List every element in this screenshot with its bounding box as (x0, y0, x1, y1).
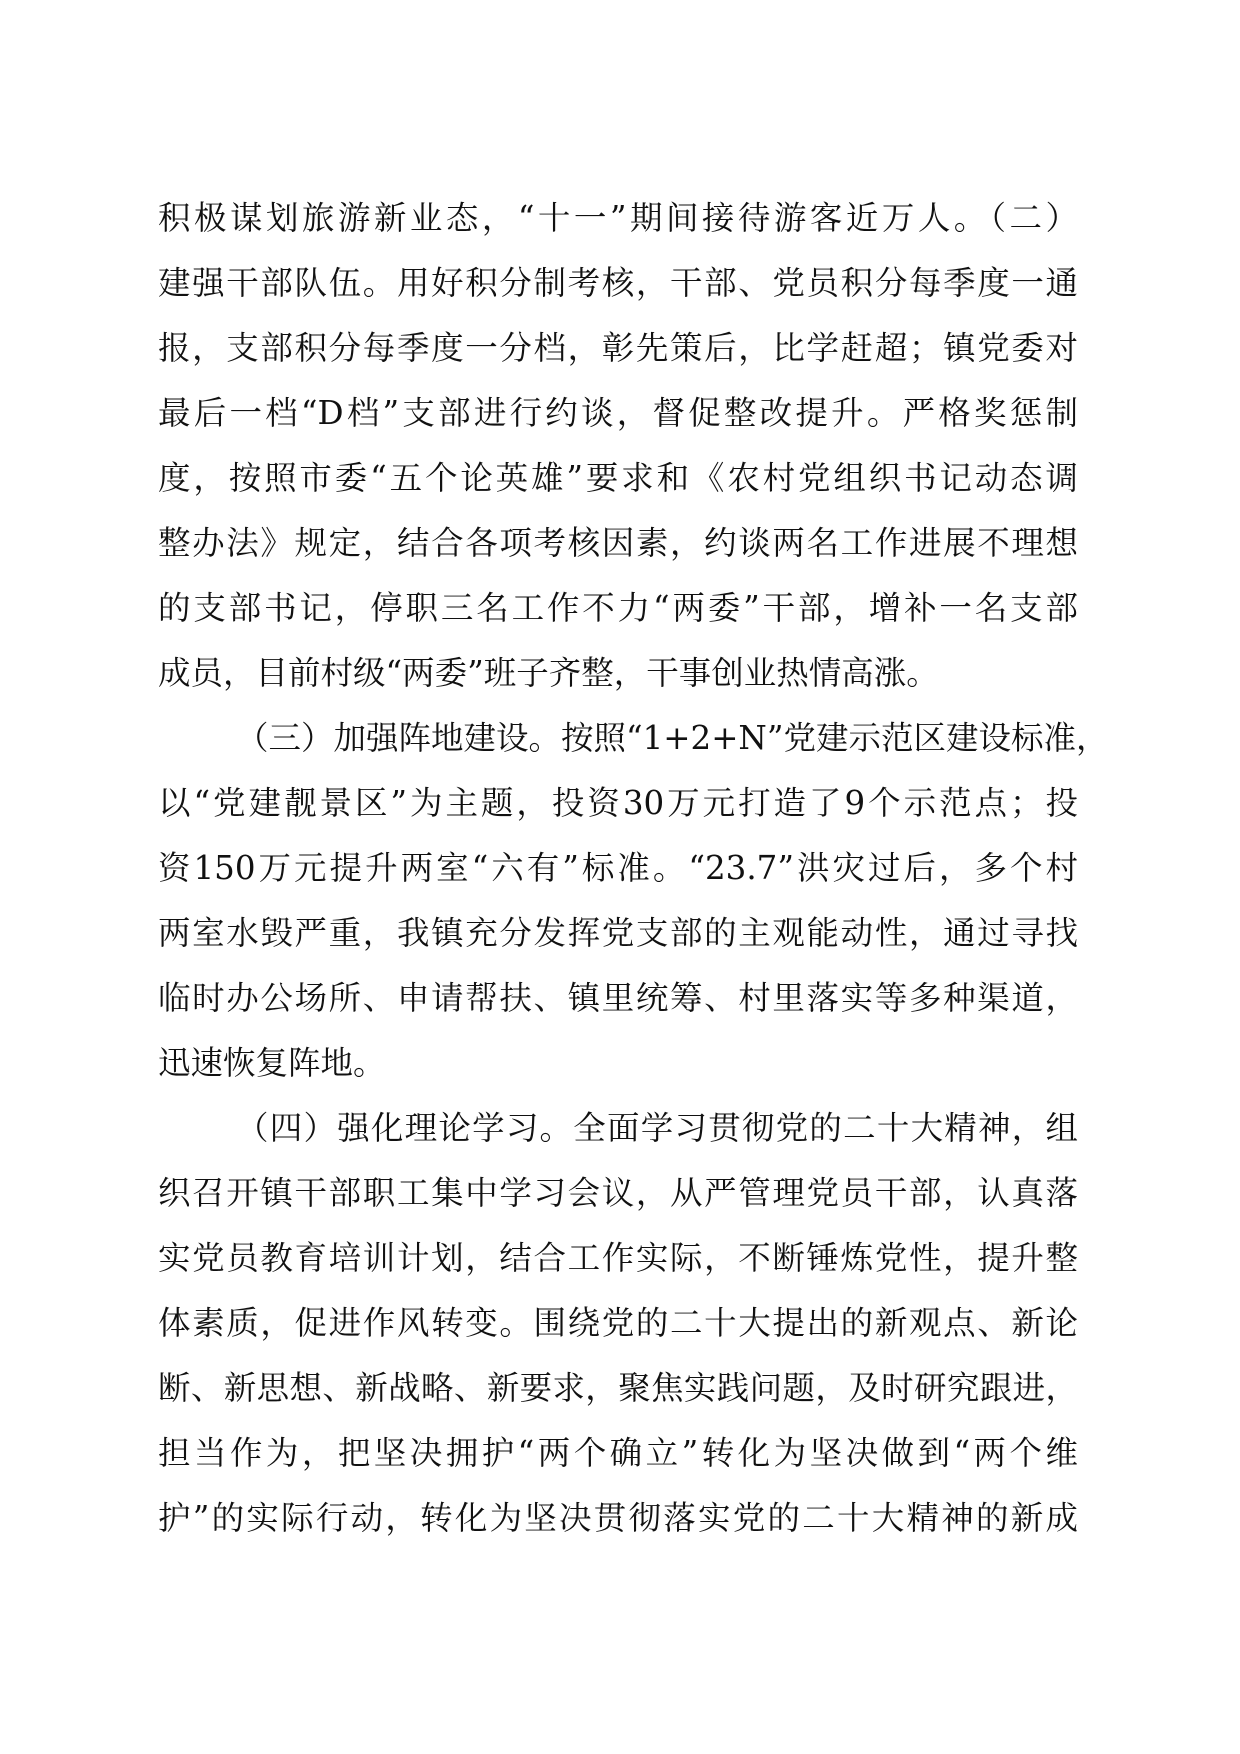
text-line: 实党员教育培训计划，结合工作实际，不断锤炼党性，提升整 (158, 1239, 1078, 1277)
text-line: 以“党建靓景区”为主题，投资30万元打造了9个示范点；投 (158, 784, 1078, 822)
document-body (158, 186, 1109, 1551)
text-line: 临时办公场所、申请帮扶、镇里统筹、村里落实等多种渠道， (158, 979, 1078, 1017)
paragraph-start-line: （三）加强阵地建设。按照“1+2+N”党建示范区建设标准， (236, 719, 1109, 757)
text-line: 体素质，促进作风转变。围绕党的二十大提出的新观点、新论 (158, 1304, 1078, 1342)
text-line: 最后一档“D档”支部进行约谈，督促整改提升。严格奖惩制 (158, 394, 1078, 432)
text-line: 的支部书记，停职三名工作不力“两委”干部，增补一名支部 (158, 589, 1078, 627)
text-line: 资150万元提升两室“六有”标准。“23.7”洪灾过后，多个村 (158, 849, 1078, 887)
text-line: 两室水毁严重，我镇充分发挥党支部的主观能动性，通过寻找 (158, 914, 1078, 952)
text-line: 积极谋划旅游新业态，“十一”期间接待游客近万人。（二） (158, 199, 1078, 237)
text-line: 护”的实际行动，转化为坚决贯彻落实党的二十大精神的新成 (158, 1499, 1078, 1537)
text-line: 度，按照市委“五个论英雄”要求和《农村党组织书记动态调 (158, 459, 1078, 497)
text-line: 报，支部积分每季度一分档，彰先策后，比学赶超；镇党委对 (158, 329, 1078, 367)
text-line: 迅速恢复阵地。 (158, 1044, 386, 1082)
text-line: 担当作为，把坚决拥护“两个确立”转化为坚决做到“两个维 (158, 1434, 1078, 1472)
text-line: 整办法》规定，结合各项考核因素，约谈两名工作进展不理想 (158, 524, 1078, 562)
text-line: 建强干部队伍。用好积分制考核，干部、党员积分每季度一通 (158, 264, 1078, 302)
text-line: 织召开镇干部职工集中学习会议，从严管理党员干部，认真落 (158, 1174, 1078, 1212)
paragraph-start-line: （四）强化理论学习。全面学习贯彻党的二十大精神，组 (236, 1109, 1078, 1147)
text-line: 断、新思想、新战略、新要求，聚焦实践问题，及时研究跟进， (158, 1369, 1078, 1407)
text-line: 成员，目前村级“两委”班子齐整，干事创业热情高涨。 (158, 654, 939, 692)
